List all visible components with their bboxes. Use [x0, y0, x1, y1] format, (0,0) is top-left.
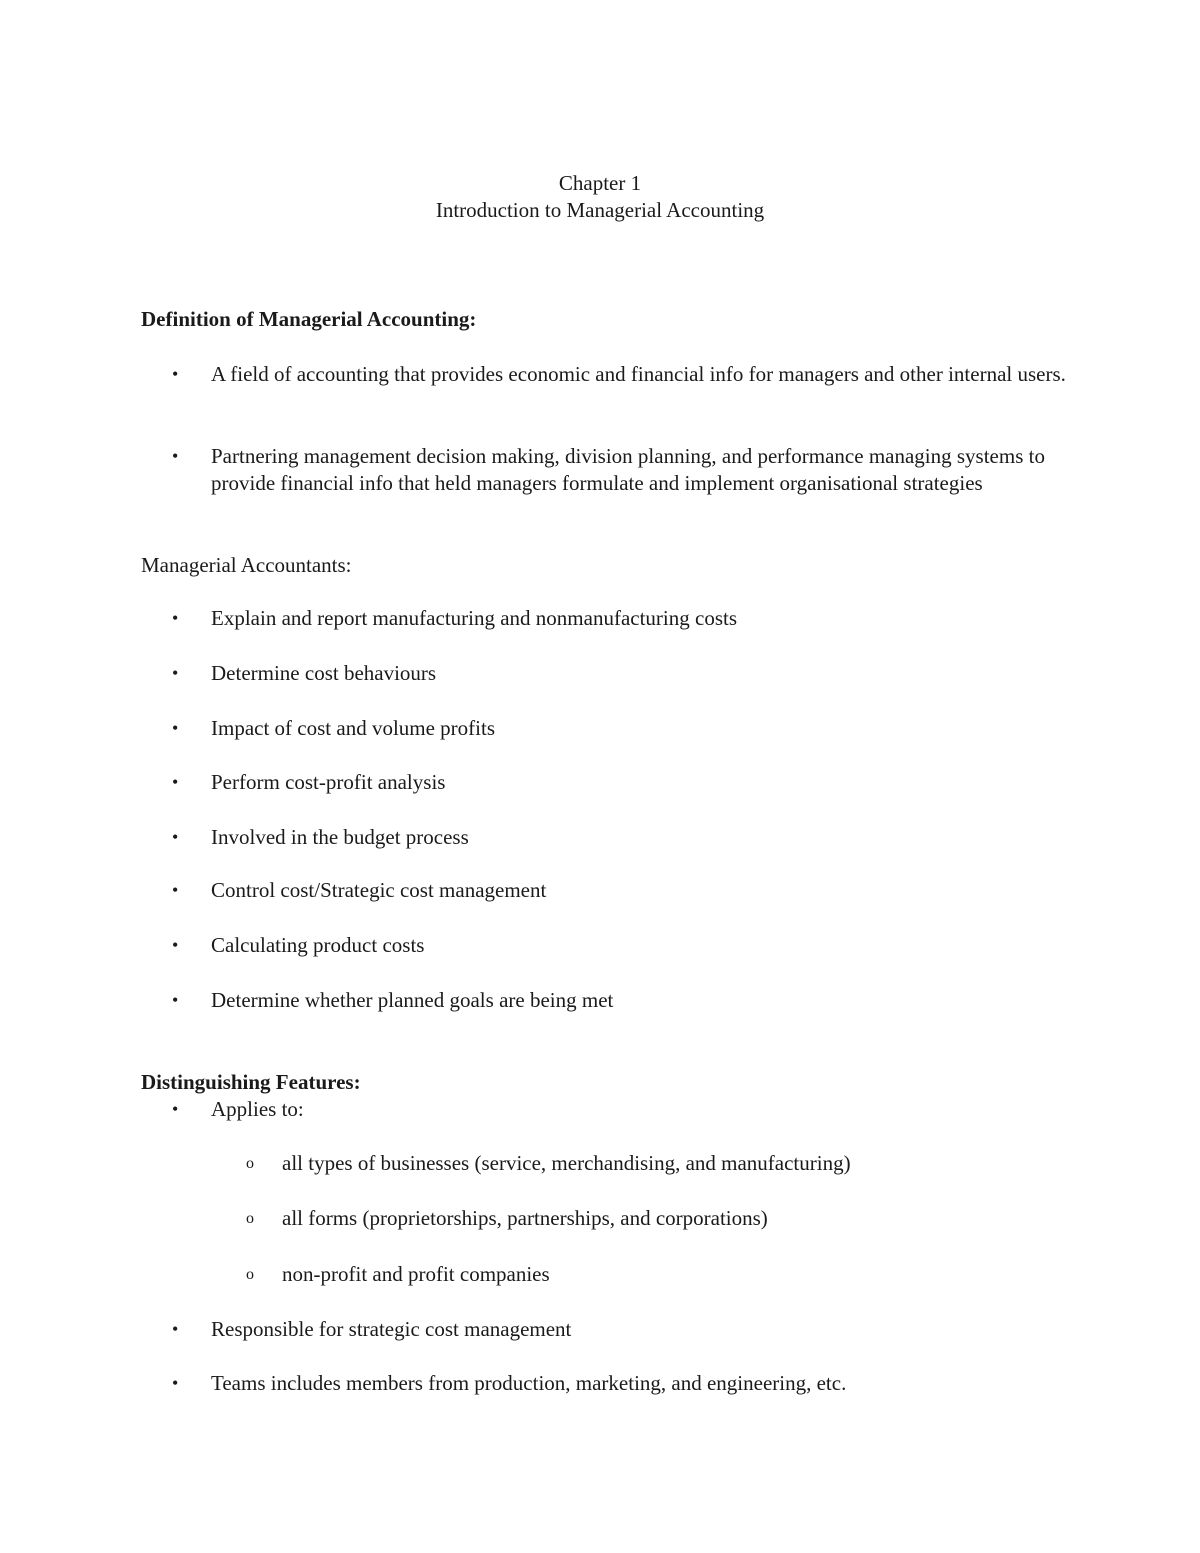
accountants-heading: Managerial Accountants:: [141, 553, 352, 577]
bullet-icon: •: [172, 608, 179, 628]
circle-bullet-icon: o: [246, 1266, 254, 1283]
accountants-bullet-3: Impact of cost and volume profits: [211, 716, 496, 740]
features-heading: Distinguishing Features:: [141, 1070, 361, 1094]
accountants-bullet-8: Determine whether planned goals are being met: [211, 988, 614, 1012]
bullet-icon: •: [172, 1373, 179, 1393]
accountants-bullet-4: Perform cost-profit analysis: [211, 770, 446, 794]
definition-bullet-2: Partnering management decision making, division planning, and performance managing systems to provide financial info that held managers formulate and implement organisational strategies: [211, 444, 1045, 495]
bullet-icon: •: [172, 1099, 179, 1119]
features-bullet-1: Responsible for strategic cost management: [211, 1317, 572, 1341]
applies-sub-item-2: all forms (proprietorships, partnerships, and corporations): [282, 1206, 768, 1230]
features-bullet-2: Teams includes members from production, marketing, and engineering, etc.: [211, 1371, 847, 1395]
accountants-bullet-1: Explain and report manufacturing and nonmanufacturing costs: [211, 606, 738, 630]
applies-sub-item-3: non-profit and profit companies: [282, 1262, 550, 1286]
chapter-title: Introduction to Managerial Accounting: [435, 198, 765, 222]
bullet-icon: •: [172, 827, 179, 847]
definition-heading: Definition of Managerial Accounting:: [141, 307, 477, 331]
circle-bullet-icon: o: [246, 1155, 254, 1172]
accountants-bullet-2: Determine cost behaviours: [211, 661, 437, 685]
chapter-number: Chapter 1: [558, 171, 642, 195]
title-block: [0, 170, 1200, 224]
bullet-icon: •: [172, 718, 179, 738]
bullet-icon: •: [172, 1319, 179, 1339]
applies-sub-item-1: all types of businesses (service, merchandising, and manufacturing): [282, 1151, 851, 1175]
bullet-icon: •: [172, 990, 179, 1010]
bullet-icon: •: [172, 364, 179, 384]
applies-to-label: Applies to:: [211, 1097, 304, 1121]
bullet-icon: •: [172, 446, 179, 466]
bullet-icon: •: [172, 935, 179, 955]
accountants-bullet-7: Calculating product costs: [211, 933, 425, 957]
bullet-icon: •: [172, 772, 179, 792]
circle-bullet-icon: o: [246, 1210, 254, 1227]
accountants-bullet-6: Control cost/Strategic cost management: [211, 878, 547, 902]
definition-bullet-1: A field of accounting that provides economic and financial info for managers and other internal users.: [211, 362, 1066, 386]
accountants-bullet-5: Involved in the budget process: [211, 825, 469, 849]
bullet-icon: •: [172, 663, 179, 683]
bullet-icon: •: [172, 880, 179, 900]
